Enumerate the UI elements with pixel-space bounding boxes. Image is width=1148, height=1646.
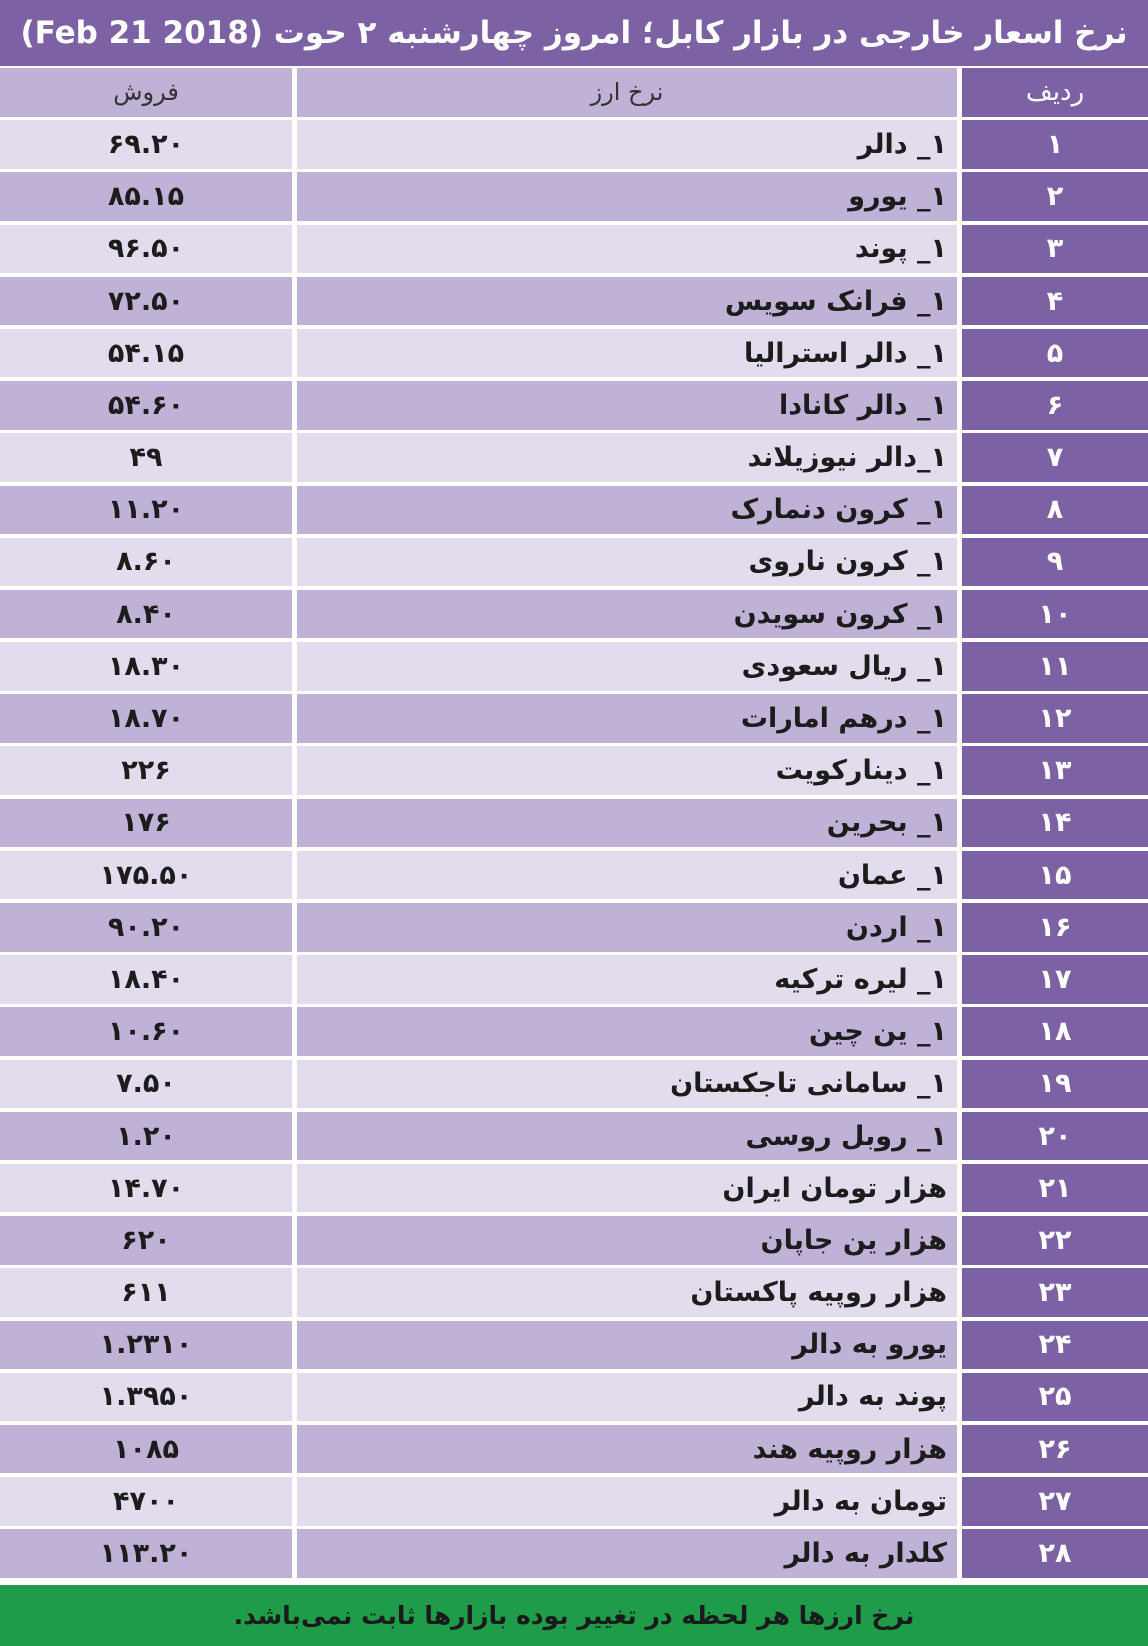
- table-row: [0, 903, 1148, 952]
- currency-name-cell: ۱_ سامانی تاجکستان: [297, 1060, 957, 1109]
- sell-rate-cell: ۱۸.۳۰: [0, 642, 292, 691]
- currency-name-cell: ۱_ روبل روسی: [297, 1112, 957, 1161]
- currency-name-cell: ۱_ لیره ترکیه: [297, 955, 957, 1004]
- currency-name-cell: ۱_ فرانک سویس: [297, 277, 957, 326]
- table-row: [0, 1373, 1148, 1422]
- sell-rate-cell: ۸.۴۰: [0, 590, 292, 639]
- row-index-cell: ۱۳: [962, 746, 1148, 795]
- row-index-cell: ۸: [962, 486, 1148, 535]
- sell-rate-cell: ۴۷۰۰: [0, 1477, 292, 1526]
- sell-rate-cell: ۱.۳۹۵۰: [0, 1373, 292, 1422]
- row-index-cell: ۲۷: [962, 1477, 1148, 1526]
- currency-name-cell: پوند به دالر: [297, 1373, 957, 1422]
- row-index-cell: ۱: [962, 120, 1148, 169]
- table-row: [0, 1268, 1148, 1317]
- sell-rate-cell: ۶۲۰: [0, 1216, 292, 1265]
- sell-rate-cell: ۹۶.۵۰: [0, 225, 292, 274]
- row-index-cell: ۹: [962, 538, 1148, 587]
- currency-name-cell: ۱_ پوند: [297, 225, 957, 274]
- table-row: [0, 1529, 1148, 1578]
- currency-name-cell: ۱_ کرون دنمارک: [297, 486, 957, 535]
- table-row: [0, 1060, 1148, 1109]
- table-row: [0, 277, 1148, 326]
- sell-rate-cell: ۵۴.۶۰: [0, 381, 292, 430]
- rates-table: [0, 68, 1148, 1581]
- row-index-cell: ۱۴: [962, 799, 1148, 848]
- currency-name-cell: ۱_ دالر کانادا: [297, 381, 957, 430]
- table-row: [0, 1477, 1148, 1526]
- table-row: [0, 1216, 1148, 1265]
- row-index-cell: ۲۰: [962, 1112, 1148, 1161]
- currency-name-cell: هزار روپیه پاکستان: [297, 1268, 957, 1317]
- sell-rate-cell: ۸۵.۱۵: [0, 172, 292, 221]
- currency-name-cell: هزار تومان ایران: [297, 1164, 957, 1213]
- currency-name-cell: ۱_ ین چین: [297, 1007, 957, 1056]
- sell-rate-cell: ۵۴.۱۵: [0, 329, 292, 378]
- currency-name-cell: ۱_ ریال سعودی: [297, 642, 957, 691]
- currency-name-cell: ۱_ کرون ناروی: [297, 538, 957, 587]
- row-index-cell: ۲: [962, 172, 1148, 221]
- currency-name-cell: ۱_ دالر استرالیا: [297, 329, 957, 378]
- table-header-row: [0, 68, 1148, 117]
- row-index-cell: ۶: [962, 381, 1148, 430]
- sell-rate-cell: ۱.۲۰: [0, 1112, 292, 1161]
- header-sell: فروش: [0, 68, 292, 117]
- sell-rate-cell: ۷۲.۵۰: [0, 277, 292, 326]
- row-index-cell: ۱۰: [962, 590, 1148, 639]
- sell-rate-cell: ۹۰.۲۰: [0, 903, 292, 952]
- currency-name-cell: ۱_ دالر: [297, 120, 957, 169]
- sell-rate-cell: ۴۹: [0, 433, 292, 482]
- header-currency: نرخ ارز: [297, 68, 957, 117]
- row-index-cell: ۲۳: [962, 1268, 1148, 1317]
- table-row: [0, 799, 1148, 848]
- row-index-cell: ۱۵: [962, 851, 1148, 900]
- row-index-cell: ۲۱: [962, 1164, 1148, 1213]
- row-index-cell: ۱۸: [962, 1007, 1148, 1056]
- currency-name-cell: ۱_دالر نیوزیلاند: [297, 433, 957, 482]
- row-index-cell: ۲۵: [962, 1373, 1148, 1422]
- sell-rate-cell: ۱۸.۷۰: [0, 694, 292, 743]
- table-row: [0, 1425, 1148, 1474]
- row-index-cell: ۵: [962, 329, 1148, 378]
- sell-rate-cell: ۱۷۵.۵۰: [0, 851, 292, 900]
- sell-rate-cell: ۱۴.۷۰: [0, 1164, 292, 1213]
- table-row: [0, 746, 1148, 795]
- sell-rate-cell: ۸.۶۰: [0, 538, 292, 587]
- row-index-cell: ۲۴: [962, 1321, 1148, 1370]
- sell-rate-cell: ۱۸.۴۰: [0, 955, 292, 1004]
- table-row: [0, 955, 1148, 1004]
- sell-rate-cell: ۱.۲۳۱۰: [0, 1321, 292, 1370]
- row-index-cell: ۱۱: [962, 642, 1148, 691]
- sell-rate-cell: ۷.۵۰: [0, 1060, 292, 1109]
- row-index-cell: ۱۹: [962, 1060, 1148, 1109]
- currency-name-cell: کلدار به دالر: [297, 1529, 957, 1578]
- row-index-cell: ۲۶: [962, 1425, 1148, 1474]
- table-row: [0, 590, 1148, 639]
- currency-name-cell: ۱_ بحرین: [297, 799, 957, 848]
- sell-rate-cell: ۱۰.۶۰: [0, 1007, 292, 1056]
- currency-name-cell: ۱_ یورو: [297, 172, 957, 221]
- sell-rate-cell: ۱۱.۲۰: [0, 486, 292, 535]
- table-row: [0, 851, 1148, 900]
- sell-rate-cell: ۶۱۱: [0, 1268, 292, 1317]
- currency-name-cell: ۱_ کرون سویدن: [297, 590, 957, 639]
- table-row: [0, 381, 1148, 430]
- currency-name-cell: یورو به دالر: [297, 1321, 957, 1370]
- currency-name-cell: ۱_ عمان: [297, 851, 957, 900]
- table-row: [0, 1112, 1148, 1161]
- currency-name-cell: هزار ین جاپان: [297, 1216, 957, 1265]
- currency-name-cell: ۱_ درهم امارات: [297, 694, 957, 743]
- row-index-cell: ۱۲: [962, 694, 1148, 743]
- sell-rate-cell: ۲۲۶: [0, 746, 292, 795]
- page-title: نرخ اسعار خارجی در بازار کابل؛ امروز چهارشنبه ۲ حوت (Feb 21 2018): [0, 0, 1148, 66]
- row-index-cell: ۱۷: [962, 955, 1148, 1004]
- row-index-cell: ۷: [962, 433, 1148, 482]
- currency-name-cell: ۱_ دینارکویت: [297, 746, 957, 795]
- currency-name-cell: تومان به دالر: [297, 1477, 957, 1526]
- table-row: [0, 1007, 1148, 1056]
- table-row: [0, 172, 1148, 221]
- row-index-cell: ۳: [962, 225, 1148, 274]
- table-row: [0, 694, 1148, 743]
- sell-rate-cell: ۱۱۳.۲۰: [0, 1529, 292, 1578]
- table-row: [0, 538, 1148, 587]
- row-index-cell: ۲۸: [962, 1529, 1148, 1578]
- table-row: [0, 120, 1148, 169]
- currency-name-cell: ۱_ اردن: [297, 903, 957, 952]
- currency-name-cell: هزار روپیه هند: [297, 1425, 957, 1474]
- sell-rate-cell: ۱۷۶: [0, 799, 292, 848]
- row-index-cell: ۲۲: [962, 1216, 1148, 1265]
- header-index: ردیف: [962, 68, 1148, 117]
- table-row: [0, 1321, 1148, 1370]
- table-row: [0, 225, 1148, 274]
- table-row: [0, 486, 1148, 535]
- table-row: [0, 1164, 1148, 1213]
- row-index-cell: ۴: [962, 277, 1148, 326]
- footer-note: نرخ ارزها هر لحظه در تغییر بوده بازارها ثابت نمی‌باشد.: [0, 1585, 1148, 1646]
- sell-rate-cell: ۶۹.۲۰: [0, 120, 292, 169]
- table-row: [0, 433, 1148, 482]
- table-row: [0, 329, 1148, 378]
- table-body: [0, 120, 1148, 1578]
- row-index-cell: ۱۶: [962, 903, 1148, 952]
- table-row: [0, 642, 1148, 691]
- sell-rate-cell: ۱۰۸۵: [0, 1425, 292, 1474]
